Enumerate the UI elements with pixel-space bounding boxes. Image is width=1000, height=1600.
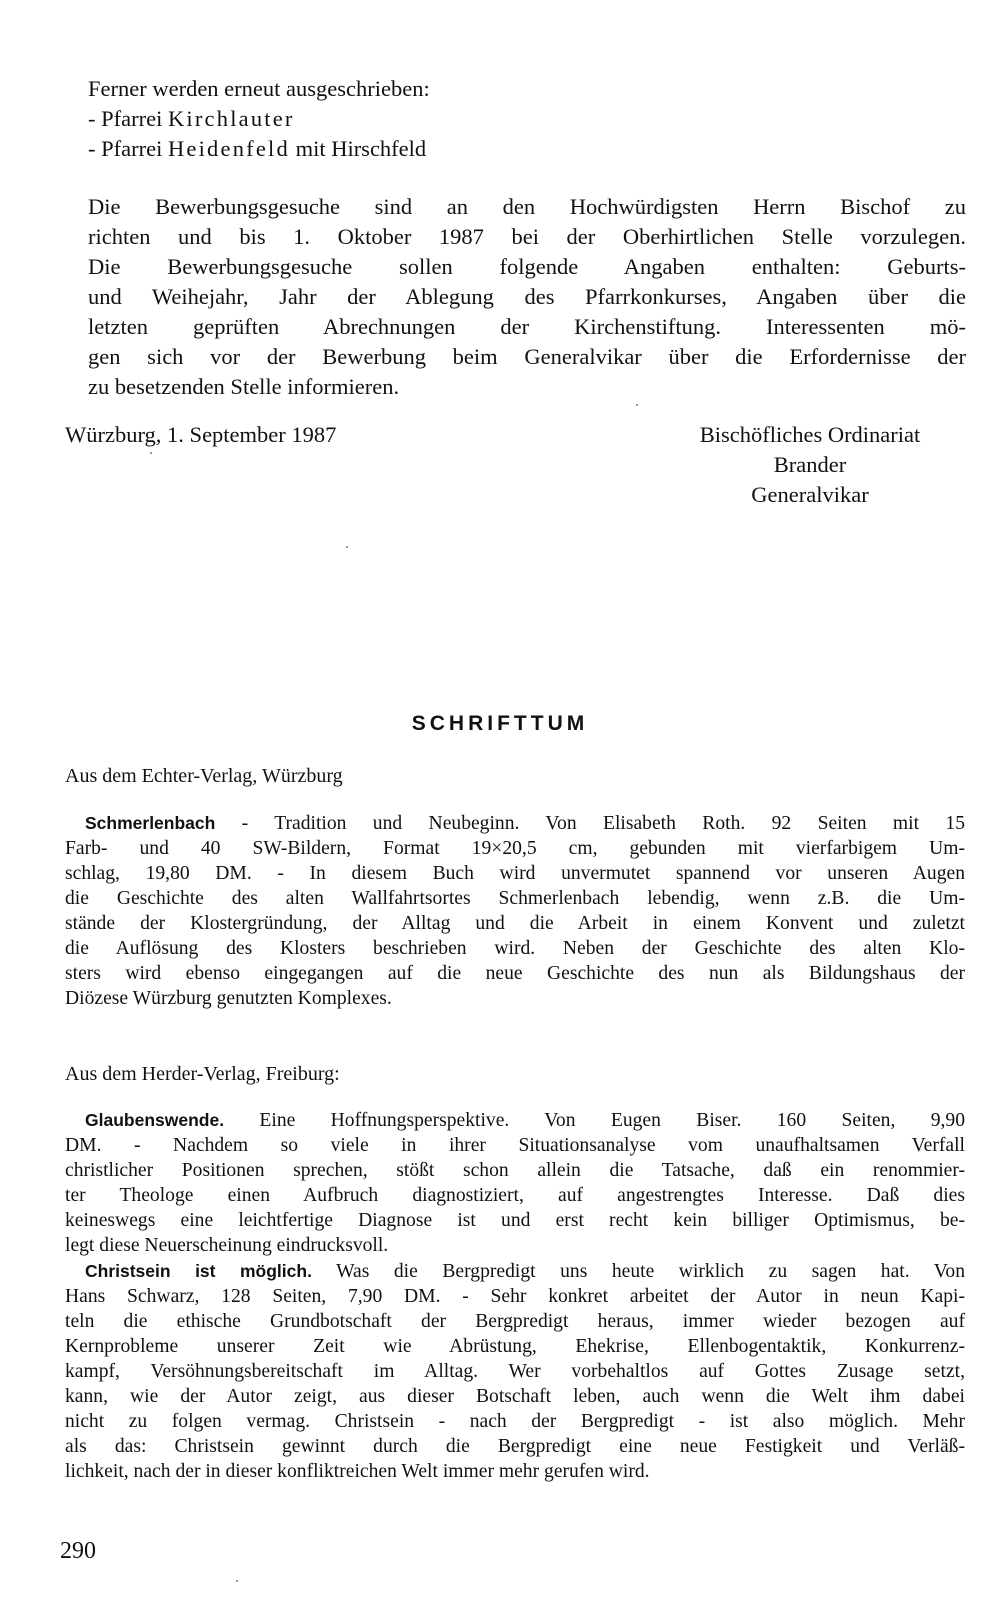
speck [150,452,152,454]
signature-block [640,420,980,510]
text-line: und Weihejahr, Jahr der Ablegung des Pfarrkonkurses, Angaben über die [88,284,966,309]
review-first-line: Christsein ist möglich. Was die Bergpredigt uns heute wirklich zu sagen hat. Von [85,1261,965,1282]
text-line: teln die ethische Grundbotschaft der Bergpredigt heraus, immer wieder bezogen auf [65,1311,965,1332]
ausschreibung-intro: Ferner werden erneut ausgeschrieben: [88,76,430,101]
pfarrei-item: - Pfarrei Heidenfeld mit Hirschfeld [88,136,427,161]
speck [236,1580,238,1582]
text-line: zu besetzenden Stelle informieren. [88,374,400,399]
review-glaubenswende [65,1108,965,1258]
text-line: ter Theologe einen Aufbruch diagnostiziert, auf angestrengtes Interesse. Daß dies [65,1185,965,1206]
text-line: Kernprobleme unserer Zeit wie Abrüstung, Ehekrise, Ellenbogentaktik, Konkurrenz- [65,1336,965,1357]
publisher-herder: Aus dem Herder-Verlag, Freiburg: [65,1063,340,1085]
text-line: gen sich vor der Bewerbung beim Generalvikar über die Erfordernisse der [88,344,966,369]
review-first-line: Glaubenswende. Eine Hoffnungsperspektive. Von Eugen Biser. 160 Seiten, 9,90 [85,1110,965,1131]
text-line: letzten geprüften Abrechnungen der Kirchenstiftung. Interessenten mö- [88,314,966,339]
signature-name: Brander [773,452,847,477]
text-line: Diözese Würzburg genutzten Komplexes. [65,988,392,1009]
text-line: kampf, Versöhnungsbereitschaft im Alltag. Wer vorbehaltlos auf Gottes Zusage setzt, [65,1361,965,1382]
review-schmerlenbach [65,811,965,1011]
text-line: sters wird ebenso eingegangen auf die neue Geschichte des nun als Bildungshaus der [65,963,965,984]
ausschreibung-section [88,74,966,164]
review-title: Schmerlenbach [85,813,216,833]
signature-office: Bischöfliches Ordinariat [699,422,921,447]
speck [636,404,638,406]
review-title: Glaubenswende. [85,1110,225,1130]
text-line: DM. - Nachdem so viele in ihrer Situationsanalyse vom unaufhaltsamen Verfall [65,1135,965,1156]
text-line: Farb- und 40 SW-Bildern, Format 19×20,5 cm, gebunden mit vierfarbigem Um- [65,838,965,859]
text-line: nicht zu folgen vermag. Christsein - nach der Bergpredigt - ist also möglich. Mehr [65,1411,965,1432]
review-title: Christsein ist möglich. [85,1261,312,1281]
text-line: schlag, 19,80 DM. - In diesem Buch wird unvermutet spannend vor unseren Augen [65,863,965,884]
speck [346,546,348,548]
text-line: Hans Schwarz, 128 Seiten, 7,90 DM. - Sehr konkret arbeitet der Autor in neun Kapi- [65,1286,965,1307]
text-line: Die Bewerbungsgesuche sind an den Hochwürdigsten Herrn Bischof zu [88,194,966,219]
text-line: richten und bis 1. Oktober 1987 bei der Oberhirtlichen Stelle vorzulegen. [88,224,966,249]
pfarrei-name: Kirchlauter [167,106,295,131]
page-number: 290 [60,1538,96,1564]
pfarrei-name: Heidenfeld [167,136,290,161]
text-line: die Geschichte des alten Wallfahrtsortes Schmerlenbach lebendig, wenn z.B. die Um- [65,888,965,909]
pfarrei-item: - Pfarrei Kirchlauter [88,106,295,131]
text-line: als das: Christsein gewinnt durch die Bergpredigt eine neue Festigkeit und Verläß- [65,1436,965,1457]
bewerbung-paragraph [88,192,966,402]
review-first-line: Schmerlenbach - Tradition und Neubeginn. Von Elisabeth Roth. 92 Seiten mit 15 [85,813,965,834]
text-line: stände der Klostergründung, der Alltag und die Arbeit in einem Konvent und zuletzt [65,913,965,934]
text-line: die Auflösung des Klosters beschrieben wird. Neben der Geschichte des alten Klo- [65,938,965,959]
text-line: lichkeit, nach der in dieser konfliktreichen Welt immer mehr gerufen wird. [65,1461,650,1482]
publisher-echter: Aus dem Echter-Verlag, Würzburg [65,765,343,787]
place-date: Würzburg, 1. September 1987 [65,422,337,447]
text-line: Die Bewerbungsgesuche sollen folgende Angaben enthalten: Geburts- [88,254,966,279]
section-heading: SCHRIFTTUM [411,712,589,735]
text-line: christlicher Positionen sprechen, stößt schon allein die Tatsache, daß ein renommier- [65,1160,965,1181]
text-line: kann, wie der Autor zeigt, aus dieser Botschaft leben, auch wenn die Welt ihm dabei [65,1386,965,1407]
text-line: keineswegs eine leichtfertige Diagnose ist und erst recht kein billiger Optimismus, be- [65,1210,965,1231]
signature-title: Generalvikar [751,482,869,507]
text-line: legt diese Neuerscheinung eindrucksvoll. [65,1235,389,1256]
review-christsein [65,1259,965,1484]
